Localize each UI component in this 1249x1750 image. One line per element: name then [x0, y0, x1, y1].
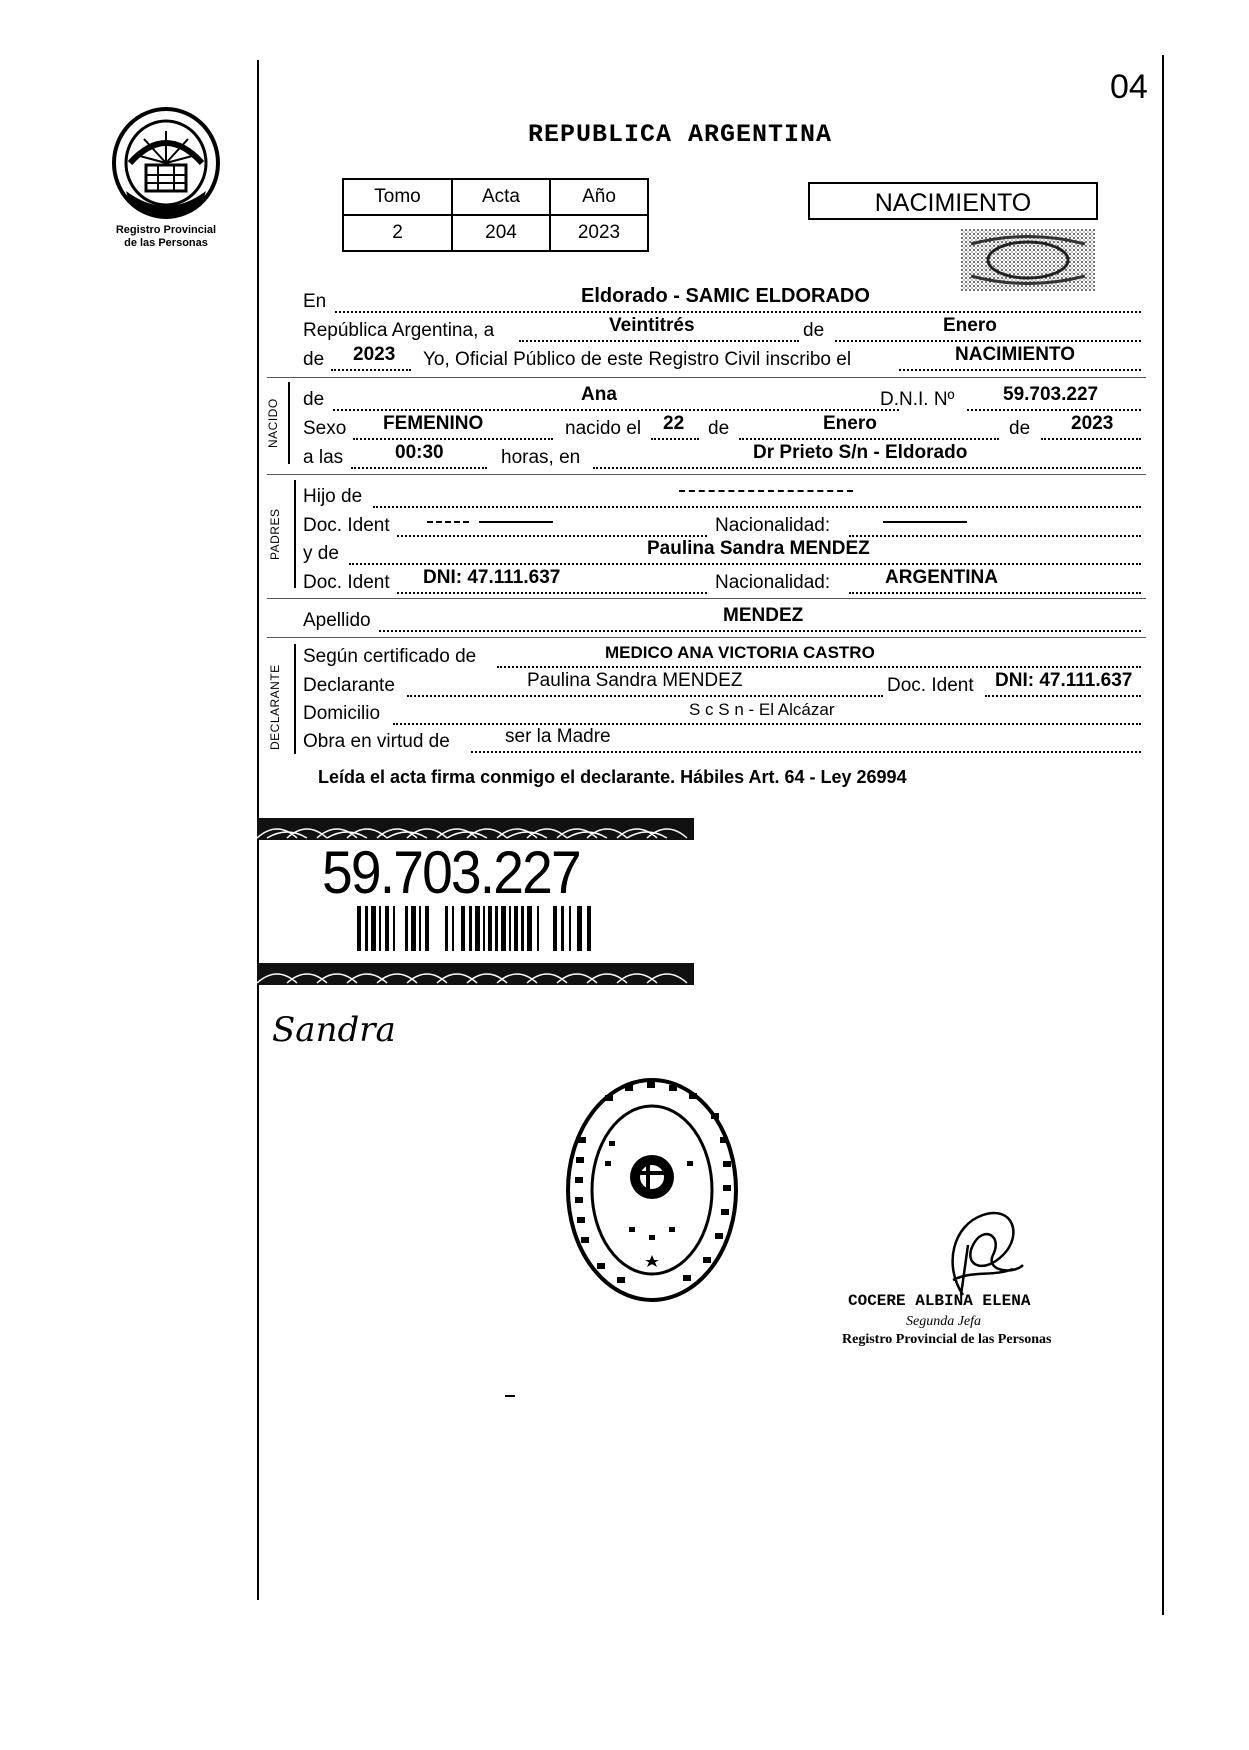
label-doc-ident: Doc. Ident	[303, 515, 390, 536]
dots	[397, 592, 707, 594]
dots	[497, 666, 1141, 668]
padres-bar	[294, 480, 296, 588]
empty-father-doc-mark	[479, 521, 553, 523]
value-month: Enero	[943, 315, 997, 336]
record-table	[342, 178, 649, 252]
value-act: NACIMIENTO	[955, 344, 1075, 365]
value-year: 2023	[353, 344, 396, 365]
value-name: Ana	[581, 384, 617, 405]
barcode-icon	[357, 906, 593, 951]
value-mother-nationality: ARGENTINA	[885, 567, 998, 588]
value-acta: 204	[452, 215, 550, 251]
record-table-value-row	[343, 215, 648, 251]
header-acta: Acta	[452, 179, 550, 215]
page-number: 04	[1110, 68, 1148, 106]
row-obra	[303, 726, 1141, 757]
value-obra: ser la Madre	[505, 726, 611, 747]
dots	[471, 751, 1141, 753]
label-sexo: Sexo	[303, 418, 347, 439]
value-declarante: Paulina Sandra MENDEZ	[527, 670, 743, 691]
label-de-year: de	[303, 349, 325, 370]
label-nacionalidad: Nacionalidad:	[715, 515, 831, 536]
value-birth-day: 22	[663, 413, 685, 434]
value-tomo: 2	[343, 215, 452, 251]
row-domicilio	[303, 700, 1141, 729]
dots	[349, 563, 1141, 565]
label-hora: a las	[303, 447, 344, 468]
declarante-section-label: DECLARANTE	[268, 664, 282, 750]
divider	[267, 598, 1146, 599]
row-republica	[303, 315, 1141, 346]
dots	[899, 369, 1141, 371]
security-band-bottom	[257, 963, 694, 985]
value-birth-year: 2023	[1071, 413, 1114, 434]
value-apellido: MENDEZ	[723, 605, 804, 626]
dots	[373, 506, 1141, 508]
label-certificado: Según certificado de	[303, 646, 477, 667]
declarante-bar	[294, 644, 296, 754]
value-place: Dr Prieto S/n - Eldorado	[753, 442, 968, 463]
record-type-box: NACIMIENTO	[808, 182, 1098, 220]
dots	[379, 630, 1141, 632]
label-domicilio: Domicilio	[303, 703, 381, 724]
label-en: En	[303, 291, 327, 312]
label-nacido-el: nacido el	[565, 418, 642, 439]
value-birth-month: Enero	[823, 413, 877, 434]
row-doc-mother	[303, 567, 1141, 598]
closing-statement: Leída el acta firma conmigo el declarante. Hábiles Art. 64 - Ley 26994	[318, 767, 907, 787]
label-de-name: de	[303, 389, 325, 410]
official-registry: Registro Provincial de las Personas	[842, 1332, 1052, 1347]
value-domicilio: S c S n - El Alcázar	[689, 700, 835, 719]
label-nacionalidad-mother: Nacionalidad:	[715, 572, 831, 593]
handwritten-signature: Sandra	[272, 1010, 396, 1050]
divider	[267, 474, 1146, 475]
dots	[1041, 438, 1141, 440]
official-title: Segunda Jefa	[906, 1314, 982, 1329]
label-doc-ident-declarante: Doc. Ident	[887, 675, 974, 696]
value-day: Veintitrés	[609, 315, 695, 336]
dots	[835, 340, 1141, 342]
row-en	[303, 285, 1141, 317]
dots	[849, 592, 1141, 594]
dots	[351, 467, 487, 469]
value-mother-name: Paulina Sandra MENDEZ	[647, 538, 870, 559]
nacido-section-label: NACIDO	[266, 398, 280, 448]
value-sexo: FEMENINO	[383, 413, 484, 434]
row-declarante	[303, 670, 1141, 701]
registry-line-1: Registro Provincial	[115, 224, 217, 236]
nacido-bar	[288, 382, 290, 464]
value-mother-doc: DNI: 47.111.637	[423, 567, 561, 588]
dots	[739, 438, 999, 440]
row-y-de	[303, 538, 1141, 569]
label-horas-en: horas, en	[501, 447, 581, 468]
padres-section-label: PADRES	[268, 508, 282, 560]
dots	[849, 535, 1141, 537]
official-signature-icon	[923, 1185, 1043, 1305]
country-title: REPUBLICA ARGENTINA	[528, 120, 833, 149]
empty-father-doc-mark	[427, 521, 469, 523]
label-apellido: Apellido	[303, 610, 371, 631]
label-obra: Obra en virtud de	[303, 731, 450, 752]
label-de: de	[803, 320, 825, 341]
row-hora	[303, 442, 1141, 473]
row-certificado	[303, 643, 1141, 672]
value-en: Eldorado - SAMIC ELDORADO	[581, 285, 870, 307]
record-table-header-row	[343, 179, 648, 215]
stray-mark	[505, 1395, 515, 1397]
row-year-inscribo	[303, 344, 1141, 375]
dots	[331, 369, 411, 371]
row-sexo	[303, 413, 1141, 444]
empty-father-mark	[679, 490, 853, 492]
dots	[519, 340, 799, 342]
label-republica: República Argentina, a	[303, 320, 495, 341]
row-apellido	[303, 605, 1141, 636]
province-emblem-icon	[108, 105, 224, 221]
embossed-stamp-icon	[961, 229, 1095, 291]
dots	[397, 535, 707, 537]
official-seal-icon	[565, 1077, 740, 1304]
divider	[267, 377, 1146, 378]
dots	[353, 438, 553, 440]
dots	[333, 409, 899, 411]
official-name: COCERE ALBINA ELENA	[848, 1292, 1031, 1310]
dots	[407, 695, 883, 697]
registry-line-2: de las Personas	[124, 237, 208, 249]
label-de-birth-year: de	[1009, 418, 1031, 439]
label-hijo-de: Hijo de	[303, 486, 363, 507]
dots	[335, 311, 1141, 313]
row-hijo-de	[303, 486, 1141, 512]
dots	[967, 409, 1141, 411]
label-inscribo: Yo, Oficial Público de este Registro Civil inscribo el	[423, 349, 852, 370]
label-dni: D.N.I. Nº	[880, 389, 955, 410]
header-anio: Año	[550, 179, 648, 215]
label-declarante: Declarante	[303, 675, 395, 696]
registry-label	[96, 224, 236, 250]
dots	[985, 695, 1141, 697]
header-tomo: Tomo	[343, 179, 452, 215]
security-band-top	[257, 818, 694, 840]
dni-large-number: 59.703.227	[322, 839, 580, 906]
value-declarante-doc: DNI: 47.111.637	[995, 670, 1133, 691]
dots	[593, 467, 1141, 469]
value-dni: 59.703.227	[1003, 384, 1099, 405]
empty-father-nationality-mark	[883, 521, 967, 523]
dots	[651, 438, 699, 440]
row-nacido-name	[303, 384, 1141, 415]
label-doc-ident-mother: Doc. Ident	[303, 572, 390, 593]
value-certificado: MEDICO ANA VICTORIA CASTRO	[605, 643, 875, 662]
label-de-month: de	[708, 418, 730, 439]
value-anio: 2023	[550, 215, 648, 251]
divider	[267, 637, 1146, 638]
value-hora: 00:30	[395, 442, 444, 463]
right-margin-line	[1162, 55, 1164, 1615]
label-y-de: y de	[303, 543, 339, 564]
dots	[393, 723, 1141, 725]
